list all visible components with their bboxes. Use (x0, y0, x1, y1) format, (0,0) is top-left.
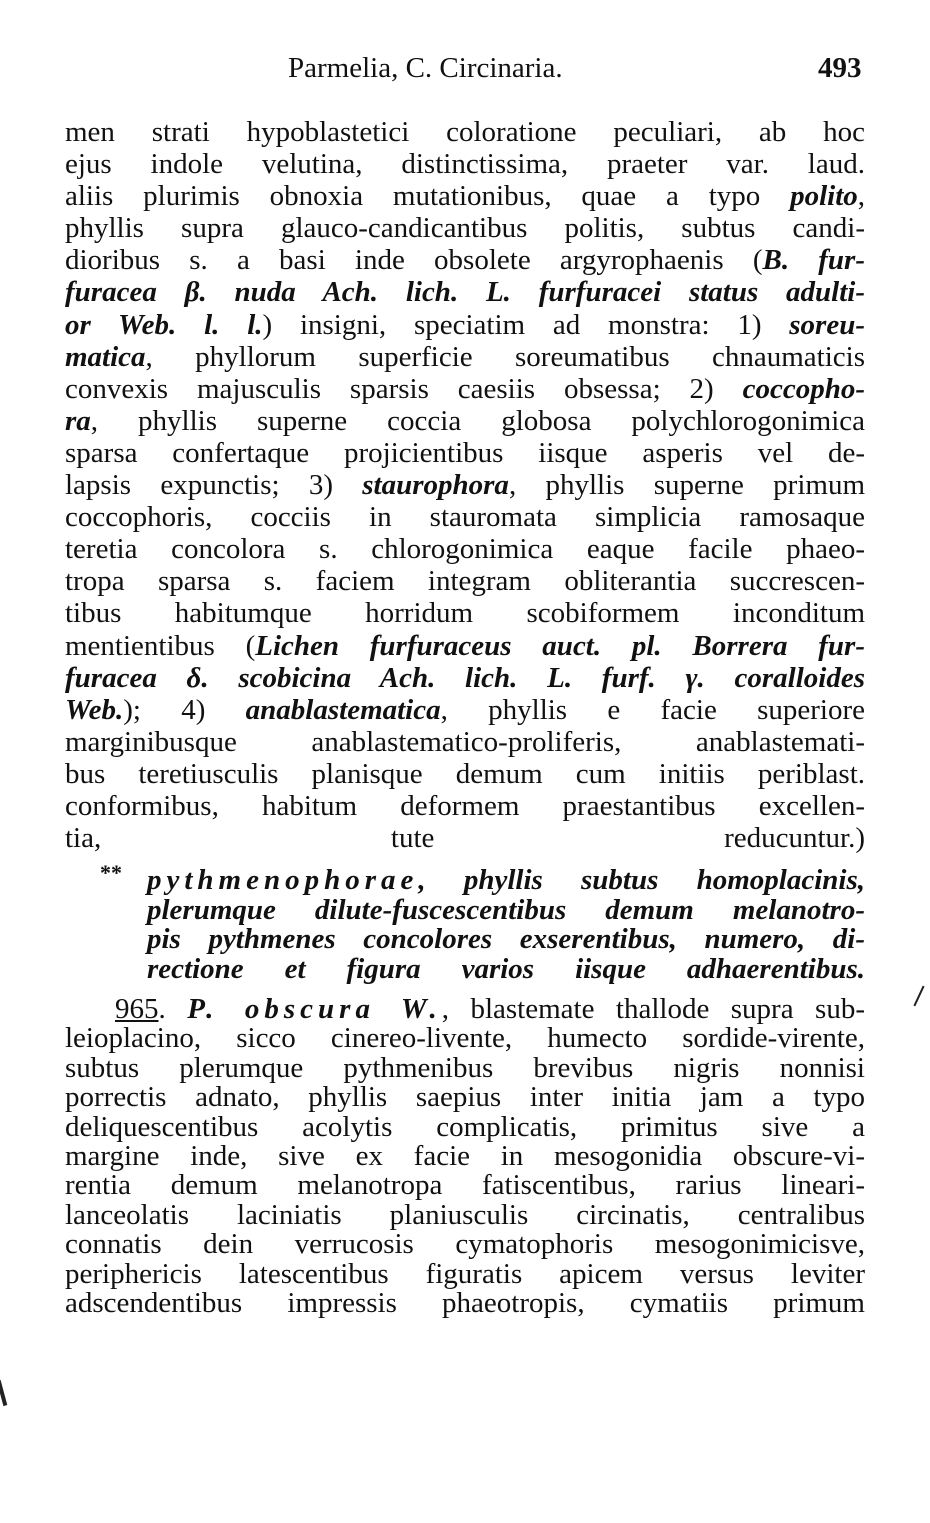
section-heading-paragraph (147, 866, 865, 984)
italic-segment: rectione et figura varios iisque adhaerentibus. (147, 952, 865, 985)
text-segment: ); 4) (123, 693, 246, 726)
text-line (65, 1198, 865, 1231)
text-segment: subtus plerumque pythmenibus brevibus nigris nonnisi (65, 1051, 865, 1084)
text-segment: mentientibus ( (65, 629, 256, 662)
text-line (65, 758, 865, 790)
text-line (65, 1051, 865, 1084)
text-segment: , phyllis superne primum (508, 469, 865, 502)
text-line (65, 1110, 865, 1143)
italic-segment: ra (65, 404, 91, 437)
text-segment: coccophoris, cocciis in stauromata simplicia ramosaque (65, 501, 865, 534)
text-segment: lapsis expunctis; 3) (65, 469, 363, 502)
text-segment: tibus habitumque horridum scobiformem inconditum (65, 597, 865, 630)
text-line (147, 925, 865, 955)
italic-segment: pythmenophorae (147, 864, 419, 896)
italic-segment: furacea δ. scobicina Ach. lich. L. furf. γ. coralloides (65, 661, 865, 694)
italic-segment: staurophora (362, 469, 509, 502)
text-line (65, 116, 865, 148)
text-line (65, 244, 865, 276)
text-segment: men strati hypoblastetici coloratione peculiari, ab hoc (65, 116, 865, 148)
italic-segment: P. obscura W. (187, 993, 442, 1025)
text-line (65, 180, 865, 212)
italic-segment: matica (65, 340, 146, 373)
text-line (65, 1083, 865, 1112)
text-line (65, 694, 865, 726)
text-line (65, 822, 865, 854)
text-segment: connatis dein verrucosis cymatophoris mesogonimicisve, (65, 1228, 865, 1261)
text-segment: adscendentibus impressis phaeotropis, cymatiis primum (65, 1286, 865, 1319)
text-segment: , phyllis e facie superiore (440, 693, 865, 726)
italic-segment: or Web. l. l. (65, 308, 263, 341)
text-segment: tropa sparsa s. faciem integram obliterantia succrescen- (65, 565, 865, 598)
text-segment: lanceolatis laciniatis planiusculis circinatis, centralibus (65, 1198, 865, 1231)
text-line (65, 1257, 865, 1290)
text-segment: phyllis supra glauco-candicantibus politis, subtus candi- (65, 212, 865, 245)
text-line (65, 1024, 865, 1053)
text-segment: ) insigni, speciatim ad monstra: 1) (262, 308, 790, 341)
italic-segment: polito (790, 180, 858, 213)
text-segment: bus teretiusculis planisque demum cum initiis periblast. (65, 757, 865, 790)
text-segment: deliquescentibus acolytis complicatis, primitus sive a (65, 1110, 865, 1143)
text-line (65, 1171, 865, 1200)
text-line (65, 630, 865, 662)
main-paragraph (65, 116, 865, 854)
text-line (65, 405, 865, 437)
text-segment: margine inde, sive ex facie in mesogonidia obscure-vi- (65, 1139, 865, 1172)
text-line (65, 437, 865, 469)
text-segment: ejus indole velutina, distinctissima, praeter var. laud. (65, 148, 865, 181)
text-segment: , phyllorum superficie soreumatibus chnaumaticis (145, 340, 865, 373)
text-line (65, 309, 865, 341)
text-line (65, 597, 865, 629)
text-line (65, 565, 865, 597)
text-line (147, 952, 865, 985)
italic-segment: plerumque dilute-fuscescentibus demum melanotro- (147, 893, 865, 926)
text-line (65, 469, 865, 501)
text-line (65, 1139, 865, 1172)
italic-segment: , phyllis subtus homoplacinis, (418, 864, 865, 896)
text-line (65, 276, 865, 308)
italic-segment: pis pythmenes concolores exserentibus, numero, di- (147, 923, 865, 955)
text-segment: , (857, 180, 865, 213)
italic-segment: soreu- (789, 308, 865, 341)
text-line (65, 148, 865, 180)
italic-segment: coccopho- (742, 372, 865, 405)
text-segment: dioribus s. a basi inde obsolete argyrophaenis ( (65, 244, 763, 277)
text-line (147, 866, 865, 896)
text-segment: sparsa confertaque projicientibus iisque asperis vel de- (65, 436, 865, 469)
italic-segment: Lichen furfuraceus auct. pl. Borrera fur- (255, 629, 865, 662)
text-line (65, 373, 865, 405)
text-segment: , blastemate thallode supra sub- (441, 993, 865, 1025)
text-line (65, 212, 865, 244)
text-segment: aliis plurimis obnoxia mutationibus, quae a typo (65, 180, 791, 213)
text-line (65, 501, 865, 533)
text-line (65, 726, 865, 758)
text-segment: periphericis latescentibus figuratis apicem versus leviter (65, 1257, 865, 1290)
running-title: Parmelia, C. Circinaria. (288, 52, 563, 84)
text-line (65, 341, 865, 373)
text-line (65, 1286, 865, 1319)
italic-segment: furacea β. nuda Ach. lich. L. furfuracei status adulti- (65, 276, 865, 309)
text-line (65, 533, 865, 565)
margin-mark (0, 1380, 7, 1406)
section-marker: ** (100, 860, 122, 885)
text-segment: marginibusque anablastematico-proliferis, anablastemati- (65, 725, 865, 758)
text-segment: leioplacino, sicco cinereo-livente, humecto sordide-virente, (65, 1022, 865, 1055)
text-segment: . (158, 993, 188, 1025)
text-segment: , phyllis superne coccia globosa polychlorogonimica (90, 404, 865, 437)
text-segment: conformibus, habitum deformem praestantibus excellen- (65, 789, 865, 822)
text-segment: teretia concolora s. chlorogonimica eaque facile phaeo- (65, 533, 865, 566)
page-number: 493 (818, 52, 862, 84)
text-line (65, 995, 865, 1024)
species-entry-965 (65, 995, 865, 1318)
margin-mark (913, 986, 924, 1007)
text-line (65, 790, 865, 822)
italic-segment: anablastematica (245, 693, 441, 726)
text-segment: rentia demum melanotropa fatiscentibus, rarius lineari- (65, 1169, 865, 1202)
text-line (65, 662, 865, 694)
italic-segment: B. fur- (762, 244, 865, 277)
text-segment: tia, tute reducuntur.) (65, 822, 865, 855)
text-line (65, 1230, 865, 1259)
text-segment: 965 (115, 993, 159, 1025)
text-segment: porrectis adnato, phyllis saepius inter initia jam a typo (65, 1081, 865, 1114)
text-segment: convexis majusculis sparsis caesiis obsessa; 2) (65, 372, 743, 405)
italic-segment: Web. (65, 693, 124, 726)
text-line (147, 893, 865, 926)
